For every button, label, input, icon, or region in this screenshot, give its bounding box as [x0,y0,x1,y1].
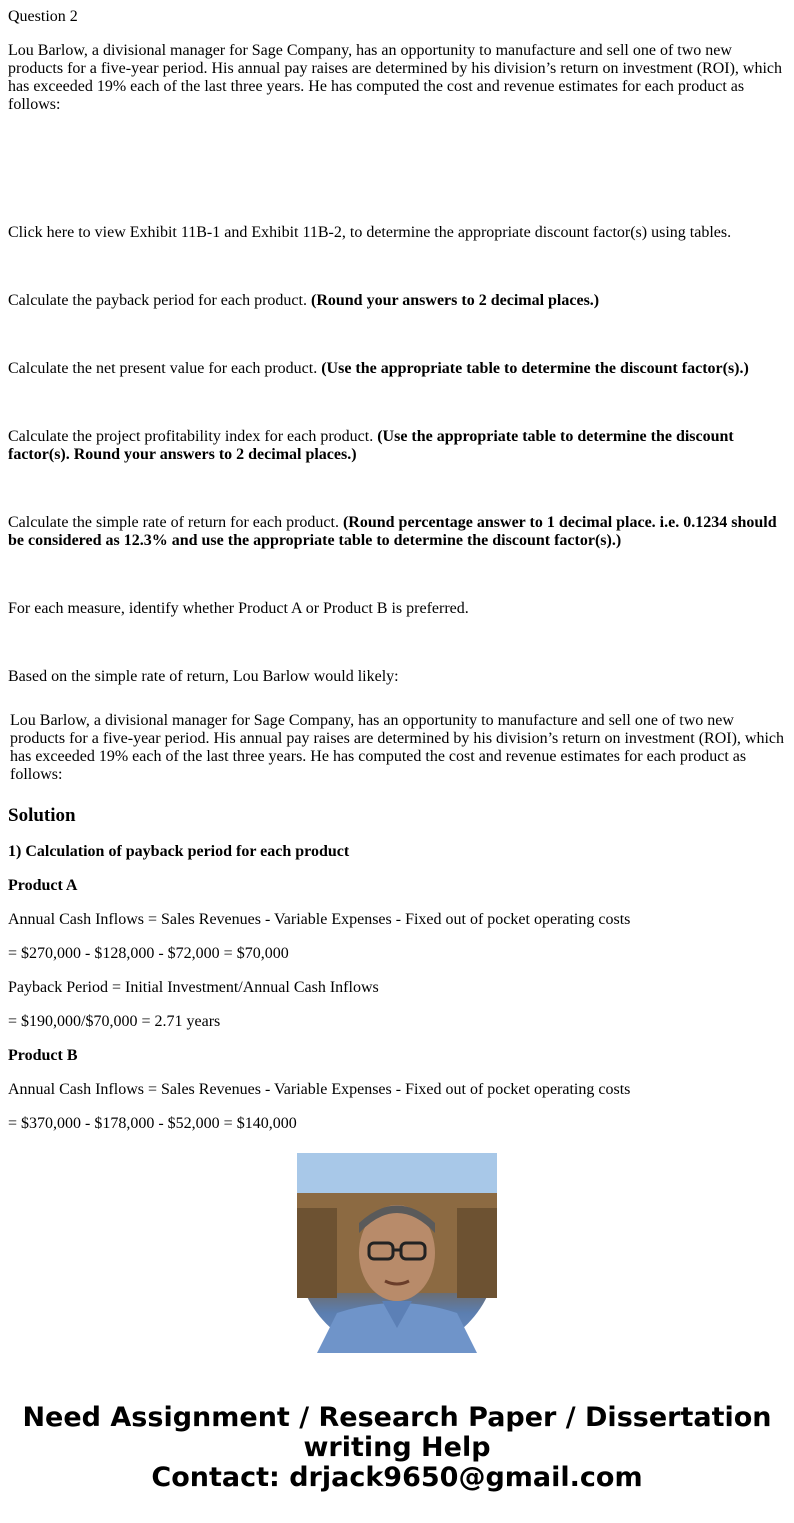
question-item-payback: Calculate the payback period for each product. (Round your answers to 2 decimal places.) [8,292,600,309]
question-item-preferred: For each measure, identify whether Product A or Product B is preferred. [8,600,469,617]
product-b-label: Product B [8,1047,78,1064]
repeated-question-intro: Lou Barlow, a divisional manager for Sage Company, has an opportunity to manufacture and sell one of two new products for a five-year period. His annual pay raises are determined by his division’s return on investment (ROI), which has exceeded 19% each of the last three years. He has computed the cost and revenue estimates for each product as follows: [10,712,785,783]
question-item-likely: Based on the simple rate of return, Lou Barlow would likely: [8,668,399,685]
product-a-payback-formula: Payback Period = Initial Investment/Annual Cash Inflows [8,979,379,996]
question-item-simple-rate: Calculate the simple rate of return for each product. (Round percentage answer to 1 decimal place. i.e. 0.1234 should be considered as 12.3% and use the appropriate table to determine the discount factor(s).) [8,514,777,549]
product-a-payback-calc: = $190,000/$70,000 = 2.71 years [8,1013,221,1030]
question-item-profitability-index: Calculate the project profitability index for each product. (Use the appropriate table to determine the discount factor(s). Round your answers to 2 decimal places.) [8,428,734,463]
product-b-cash-inflow-calc: = $370,000 - $178,000 - $52,000 = $140,000 [8,1115,297,1132]
solution-heading: Solution [8,805,76,826]
product-b-cash-inflow-formula: Annual Cash Inflows = Sales Revenues - Variable Expenses - Fixed out of pocket operating costs [8,1081,631,1098]
solution-step-payback: 1) Calculation of payback period for each product [8,843,350,860]
product-a-cash-inflow-formula: Annual Cash Inflows = Sales Revenues - Variable Expenses - Fixed out of pocket operating costs [8,911,631,928]
solution-section [8,805,786,1132]
promo-banner [0,1403,794,1493]
question-intro: Lou Barlow, a divisional manager for Sage Company, has an opportunity to manufacture and sell one of two new products for a five-year period. His annual pay raises are determined by his division’s return on investment (ROI), which has exceeded 19% each of the last three years. He has computed the cost and revenue estimates for each product as follows: [8,42,783,113]
question-item-npv: Calculate the net present value for each product. (Use the appropriate table to determine the discount factor(s).) [8,360,749,377]
author-avatar [297,1153,497,1353]
exhibit-link[interactable]: Click here to view Exhibit 11B-1 and Exhibit 11B-2, to determine the appropriate discount factor(s) using tables. [8,224,732,241]
product-a-cash-inflow-calc: = $270,000 - $128,000 - $72,000 = $70,000 [8,945,289,962]
product-a-label: Product A [8,877,78,894]
promo-contact[interactable]: Contact: drjack9650@gmail.com [151,1462,643,1493]
author-photo-icon [297,1153,497,1353]
promo-line-2: writing Help [303,1432,491,1463]
missing-table-placeholder [8,114,786,224]
promo-line-1: Need Assignment / Research Paper / Dissertation [22,1402,772,1433]
question-section [8,8,786,686]
question-title: Question 2 [8,8,78,25]
